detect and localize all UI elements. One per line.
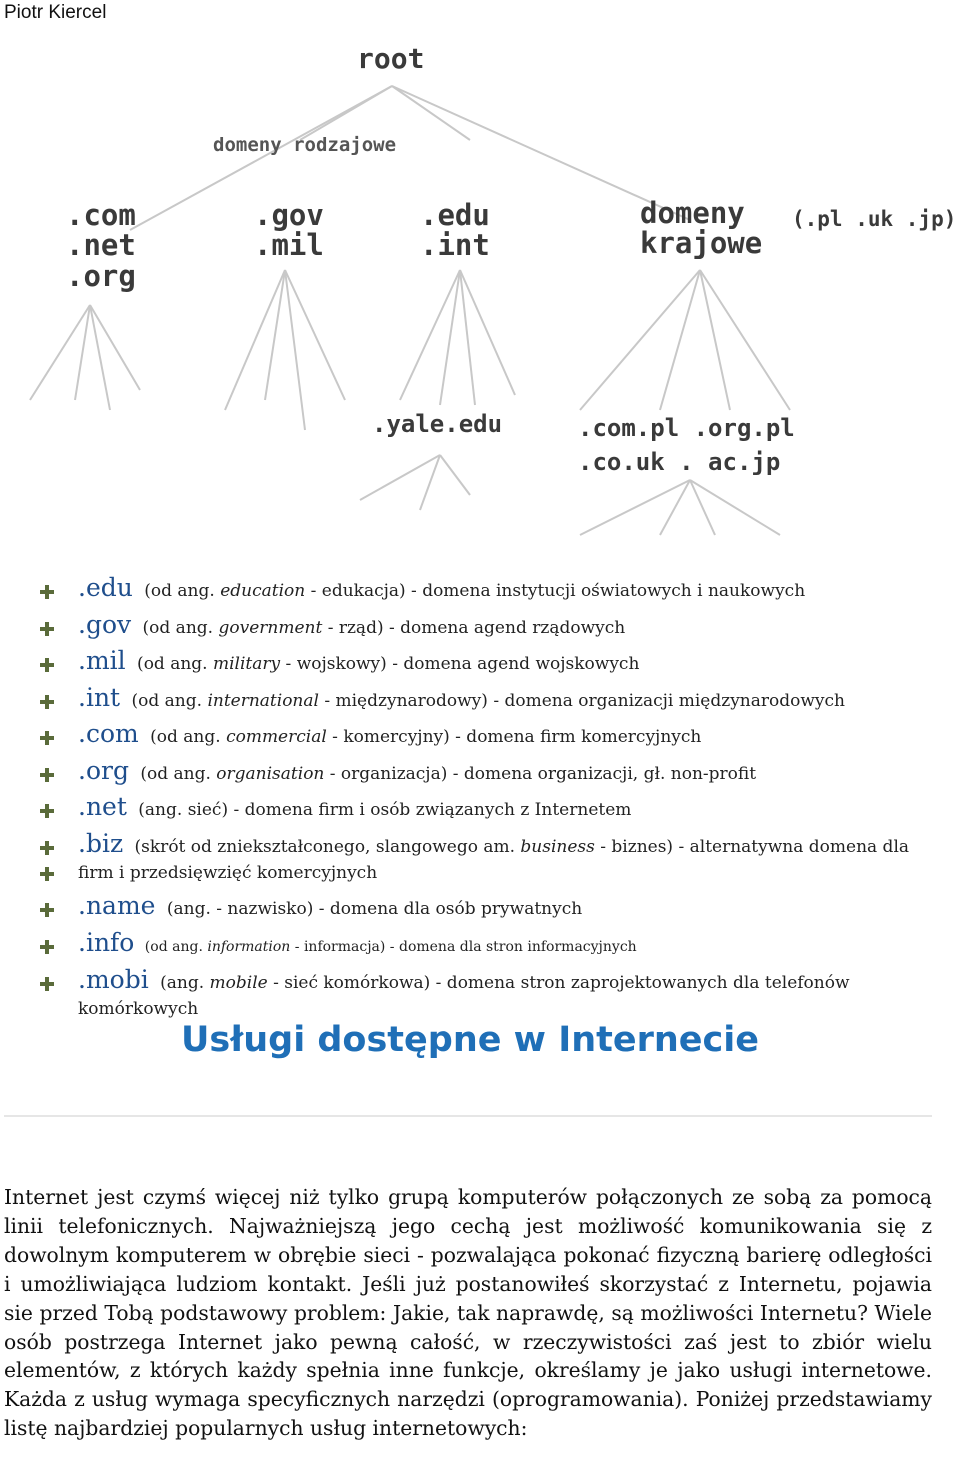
- bullet-icon: [40, 768, 54, 782]
- bullet-icon: [40, 804, 54, 818]
- bullet-icon: [40, 977, 54, 991]
- domain-code: .mobi: [78, 965, 149, 994]
- tree-line: [392, 86, 470, 140]
- tree-sub-country: .com.pl .org.pl .co.uk . ac.jp: [578, 414, 795, 476]
- bullet-icon: [40, 940, 54, 954]
- list-item: [40, 794, 920, 823]
- bullet-icon: [40, 695, 54, 709]
- domain-desc: (od ang.: [137, 617, 219, 638]
- domain-code: .com: [78, 719, 139, 748]
- domain-term: international: [207, 690, 319, 711]
- domain-term: organisation: [216, 763, 325, 784]
- list-item: [40, 721, 920, 750]
- domain-desc: - wojskowy) - domena agend wojskowych: [280, 654, 640, 674]
- domain-list: [40, 575, 920, 1030]
- domain-desc: - organizacja) - domena organizacji, gł. non-profit: [324, 763, 757, 784]
- bullet-icon: [40, 622, 54, 636]
- bullet-icon: [40, 841, 54, 855]
- tree-lines: [0, 40, 960, 550]
- bullet-icon: [40, 658, 54, 672]
- domain-code: .gov: [78, 609, 132, 639]
- domain-term: commercial: [226, 727, 327, 747]
- domain-desc: - międzynarodowy) - domena organizacji międzynarodowych: [318, 690, 845, 711]
- list-item: [40, 682, 920, 714]
- domain-term: mobile: [209, 973, 268, 993]
- domain-code: .info: [78, 927, 135, 957]
- domain-desc: - rząd) - domena agend rządowych: [322, 617, 626, 638]
- tree-group-country: domeny krajowe: [640, 196, 763, 261]
- domain-desc: - sieć komórkowa) - domena stron zaprojektowanych dla telefonów komórkowych: [78, 973, 850, 1019]
- domain-term: military: [213, 654, 281, 674]
- tree-sub-yale: .yale.edu: [372, 410, 503, 438]
- domain-desc: (skrót od zniekształconego, slangowego am.: [129, 836, 521, 857]
- dns-tree-diagram: [0, 40, 960, 550]
- domain-desc: (ang. sieć) - domena firm i osób związanych z Internetem: [132, 800, 632, 820]
- domain-desc: (od ang.: [131, 654, 213, 674]
- domain-term: education: [220, 581, 306, 601]
- domain-code: .mil: [78, 646, 126, 675]
- list-item: [40, 967, 920, 1022]
- bullet-icon: [40, 731, 54, 745]
- author-name: Piotr Kiercel: [4, 2, 107, 23]
- list-item: [40, 609, 920, 641]
- domain-desc: (od ang.: [140, 938, 208, 955]
- domain-desc: (od ang.: [138, 581, 221, 601]
- domain-desc: (ang. - nazwisko) - domena dla osób prywatnych: [161, 899, 583, 919]
- tree-line: [300, 86, 392, 140]
- domain-desc: - edukacja) - domena instytucji oświatowych i naukowych: [305, 581, 806, 601]
- divider: [4, 1115, 932, 1117]
- tree-country-examples: (.pl .uk .jp): [792, 207, 957, 231]
- bullet-icon: [40, 903, 54, 917]
- body-paragraph: Internet jest czymś więcej niż tylko grupą komputerów połączonych ze sobą za pomocą linii telefonicznych. Najważniejszą jego cechą jest możliwość komunikowania się z dowolnym komputerem w obrębie sieci - pozwalająca pokonać fizyczną barierę odległości i umożliwiająca ludziom kontakt. Jeśli już postanowiłeś skorzystać z Internetu, pojawia sie przed Tobą podstawowy problem: Jakie, tak naprawdę, są możliwości Internetu? Wiele osób postrzega Internet jako pewną całość, w rzeczywistości zaś jest to zbiór wielu elementów, z których każdy spełnia inne funkcje, określamy je jako usługi internetowe. Każda z usług wymaga specyficznych narzędzi (oprogramowania). Poniżej przedstawiamy listę najbardziej popularnych usług internetowych:: [4, 1185, 932, 1441]
- domain-desc: (od ang.: [126, 690, 208, 711]
- tree-group-gov-mil: .gov .mil: [254, 198, 324, 263]
- domain-code: .name: [78, 891, 156, 920]
- domain-term: government: [218, 617, 323, 638]
- domain-desc: - informacja) - domena dla stron informacyjnych: [290, 938, 637, 955]
- list-item: [40, 927, 920, 960]
- list-item: [40, 648, 920, 677]
- list-item: [40, 828, 920, 886]
- domain-code: .int: [78, 682, 121, 712]
- section-heading: Usługi dostępne w Internecie: [180, 1020, 759, 1060]
- tree-generic-label: domeny rodzajowe: [213, 134, 397, 156]
- domain-code: .org: [78, 755, 129, 785]
- tree-root-label: root: [357, 42, 425, 75]
- domain-term: business: [520, 836, 595, 857]
- bullet-icon: [40, 867, 54, 881]
- domain-desc: - komercyjny) - domena firm komercyjnych: [326, 727, 702, 747]
- bullet-icon: [40, 585, 54, 599]
- domain-code: .biz: [78, 828, 124, 858]
- domain-desc: (od ang.: [144, 727, 227, 747]
- domain-desc: (ang.: [154, 973, 210, 993]
- tree-group-edu-int: .edu .int: [420, 198, 490, 263]
- domain-desc: (od ang.: [134, 763, 217, 784]
- tree-group-com-net-org: .com .net .org: [66, 198, 136, 293]
- list-item: [40, 893, 920, 922]
- domain-term: information: [207, 938, 291, 955]
- list-item: [40, 575, 920, 604]
- list-item: [40, 755, 920, 787]
- domain-code: .edu: [78, 573, 133, 602]
- domain-desc: - biznes) - alternatywna domena dla firm i przedsięwzięć komercyjnych: [78, 836, 910, 883]
- domain-code: .net: [78, 792, 127, 821]
